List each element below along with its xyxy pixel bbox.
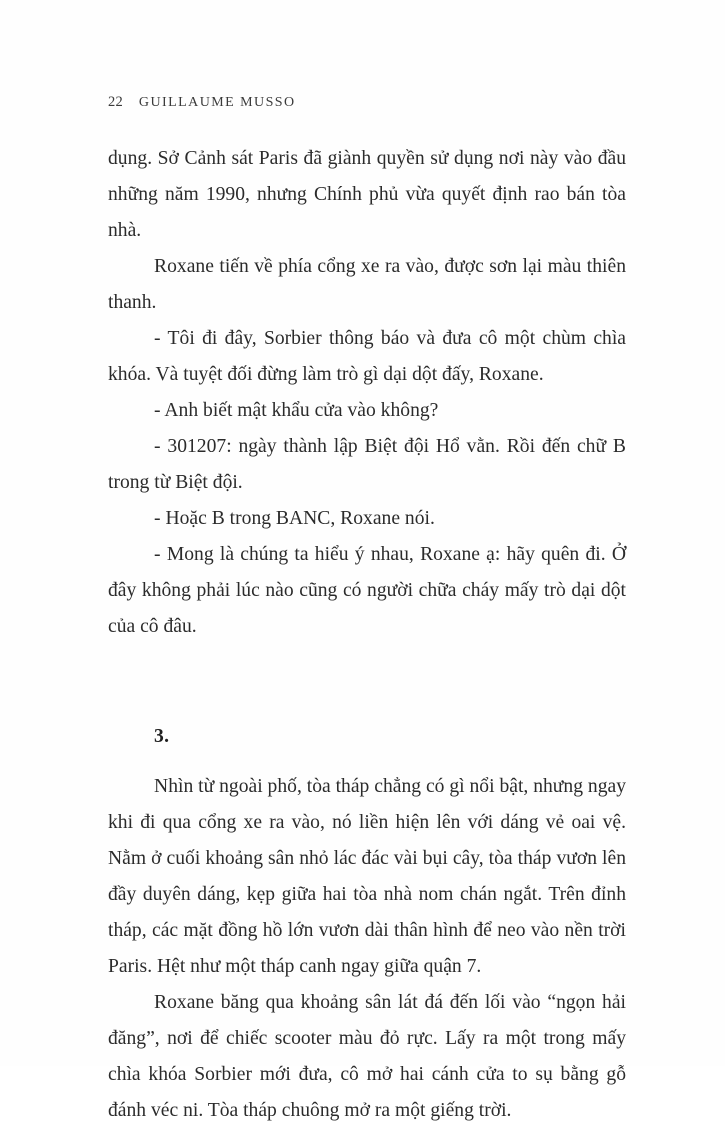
paragraph: Nhìn từ ngoài phố, tòa tháp chẳng có gì nổi bật, nhưng ngay khi đi qua cổng xe ra vào, nó liền hiện lên với dáng vẻ oai vệ. Nằm ở cuối khoảng sân nhỏ lác đác vài bụi cây, tòa tháp vươn lên đầy duyên dáng, kẹp giữa hai tòa nhà nom chán ngắt. Trên đỉnh tháp, các mặt đồng hồ lớn vươn dài thân hình để neo vào nền trời Paris. Hệt như một tháp canh ngay giữa quận 7. <box>108 776 626 977</box>
paragraph: Roxane tiến về phía cổng xe ra vào, được sơn lại màu thiên thanh. <box>108 256 626 313</box>
section-number-spacer <box>108 755 626 769</box>
paragraph-dialogue: - Mong là chúng ta hiểu ý nhau, Roxane ạ: hãy quên đi. Ở đây không phải lúc nào cũng có người chữa cháy mấy trò dại dột của cô đâu. <box>108 544 626 637</box>
body-text-block <box>108 141 626 1129</box>
paragraph-dialogue: - 301207: ngày thành lập Biệt đội Hổ vằn. Rồi đến chữ B trong từ Biệt đội. <box>108 436 626 493</box>
running-head <box>108 94 296 111</box>
section-break-spacer <box>108 645 626 719</box>
paragraph-continuation: dụng. Sở Cảnh sát Paris đã giành quyền sử dụng nơi này vào đầu những năm 1990, nhưng Chính phủ vừa quyết định rao bán tòa nhà. <box>108 148 626 241</box>
paragraph-dialogue: - Hoặc B trong BANC, Roxane nói. <box>154 508 435 529</box>
paragraph-dialogue: - Tôi đi đây, Sorbier thông báo và đưa cô một chùm chìa khóa. Và tuyệt đối đừng làm trò gì dại dột đấy, Roxane. <box>108 328 626 385</box>
page-number: 22 <box>108 94 123 110</box>
paragraph-dialogue: - Anh biết mật khẩu cửa vào không? <box>154 400 439 421</box>
author-running-head: GUILLAUME MUSSO <box>138 95 296 110</box>
section-number: 3. <box>154 726 170 747</box>
paragraph: Roxane băng qua khoảng sân lát đá đến lối vào “ngọn hải đăng”, nơi để chiếc scooter màu đỏ rực. Lấy ra một trong mấy chìa khóa Sorbier mới đưa, cô mở hai cánh cửa to sụ bằng gỗ đánh véc ni. Tòa tháp chuông mở ra một giếng trời. <box>108 992 626 1121</box>
